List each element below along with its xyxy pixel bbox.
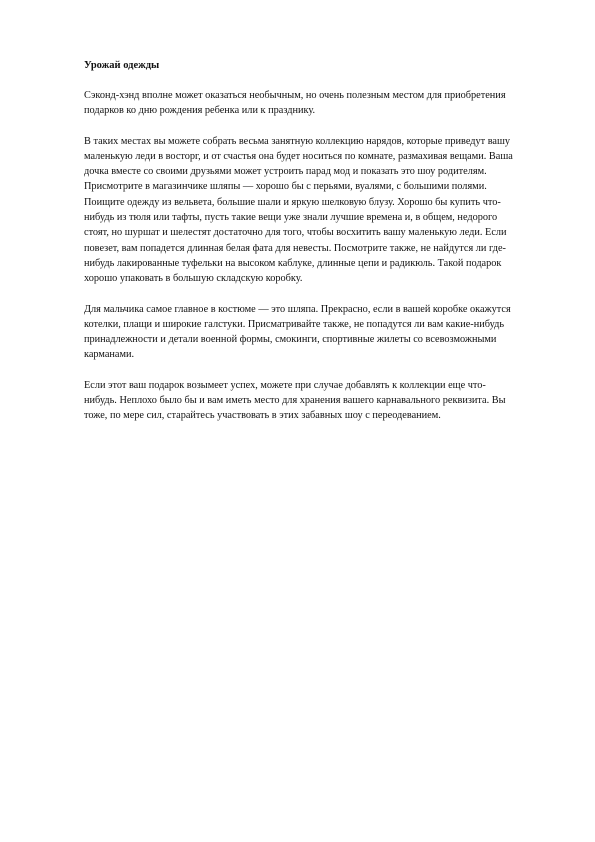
- paragraph-girls: В таких местах вы можете собрать весьма занятную коллекцию нарядов, которые приведут вашу маленькую леди в восторг, и от счастья она будет носиться по комнате, размахивая вещами. Ваша дочка вместе со своими друзьями может устроить парад мод и показать это шоу родителям. Присмотрите в магазинчике шляпы — хорошо бы с перьями, вуалями, с большими полями. Поищите одежду из вельвета, большие шали и яркую шелковую блузу. Хорошо бы купить что-нибудь из тюля или тафты, пусть такие вещи уже знали лучшие времена и, в общем, недорого стоят, но шуршат и шелестят достаточно для того, чтобы восхитить вашу маленькую леди. Если повезет, вам попадется длинная белая фата для невесты. Посмотрите также, не найдутся ли где-нибудь лакированные туфельки на высоком каблуке, длинные цепи и радикюль. Такой подарок хорошо упаковать в большую складскую коробку.: [84, 135, 513, 285]
- document-title: Урожай одежды: [84, 60, 160, 71]
- paragraph-boys: Для мальчика самое главное в костюме — это шляпа. Прекрасно, если в вашей коробке окажутся котелки, плащи и широкие галстуки. Присматривайте также, не попадутся ли вам какие-нибудь принадлежности и детали военной формы, смокинги, спортивные жилеты со всевозможными карманами.: [84, 303, 511, 361]
- paragraph-intro: Сэконд-хэнд вполне может оказаться необычным, но очень полезным местом для приобретения подарков ко дню рождения ребенка или к празднику.: [84, 90, 506, 117]
- paragraph-conclusion: Если этот ваш подарок возымеет успех, можете при случае добавлять к коллекции еще что-нибудь. Неплохо было бы и вам иметь место для хранения вашего карнавального реквизита. Вы тоже, по мере сил, старайтесь участвовать в этих забавных шоу с переодеванием.: [84, 379, 506, 422]
- document-body: [84, 58, 518, 439]
